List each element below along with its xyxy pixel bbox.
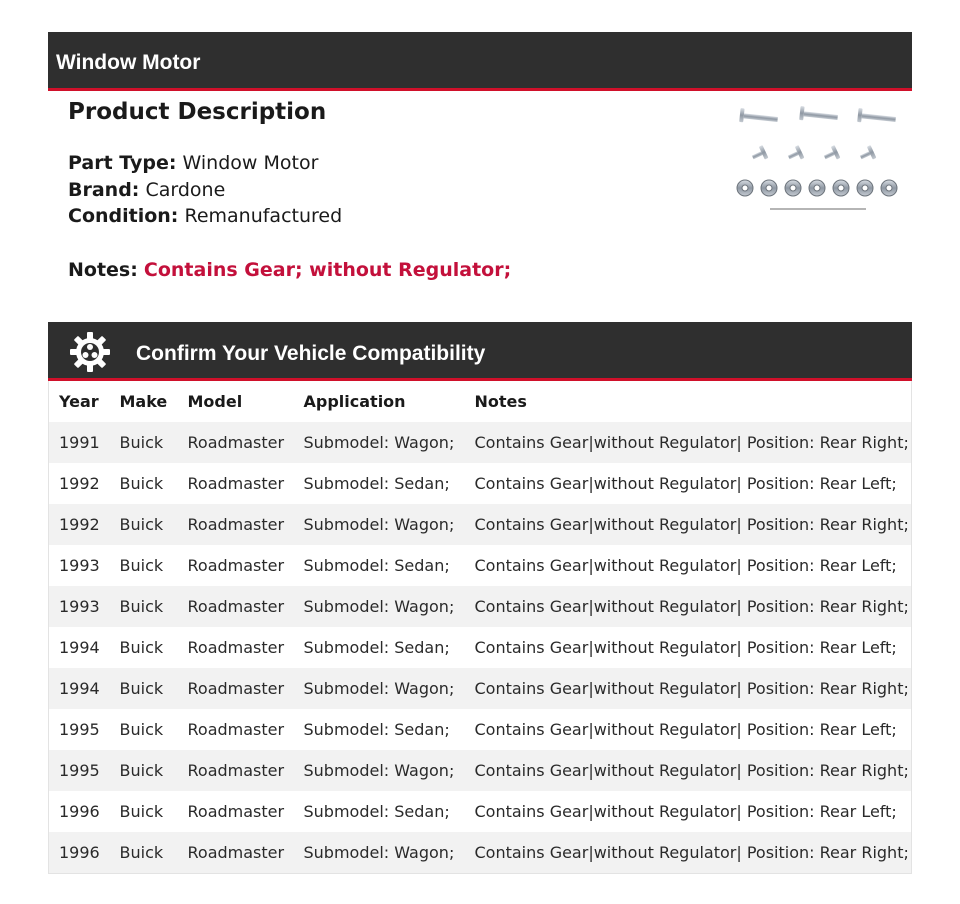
product-title: Window Motor xyxy=(56,51,201,74)
long-screws xyxy=(739,106,896,126)
hardware-kit-image xyxy=(730,100,906,218)
table-row xyxy=(49,627,912,668)
spec-list xyxy=(68,150,688,230)
table-row xyxy=(49,463,912,504)
cell-make: Buick xyxy=(119,515,164,534)
table-row xyxy=(49,709,912,750)
cell-make: Buick xyxy=(119,720,164,739)
cell-year: 1996 xyxy=(59,802,100,821)
table-row xyxy=(49,832,912,874)
spec-brand xyxy=(68,177,688,204)
cell-make: Buick xyxy=(119,433,164,452)
table-row xyxy=(49,668,912,709)
cell-make: Buick xyxy=(119,843,164,862)
spec-key: Part Type: xyxy=(68,152,177,174)
cell-year: 1991 xyxy=(59,433,100,452)
cell-notes: Contains Gear|without Regulator| Position: Rear Right; xyxy=(474,433,909,452)
cell-year: 1993 xyxy=(59,597,100,616)
notes-key: Notes: xyxy=(68,258,138,281)
table-row xyxy=(49,545,912,586)
cell-notes: Contains Gear|without Regulator| Position: Rear Left; xyxy=(474,802,897,821)
spec-value: Remanufactured xyxy=(184,205,343,227)
cell-application: Submodel: Wagon; xyxy=(303,679,455,698)
product-description xyxy=(68,96,688,283)
cell-year: 1994 xyxy=(59,679,100,698)
cell-application: Submodel: Sedan; xyxy=(303,802,450,821)
nuts xyxy=(737,180,897,196)
cell-model: Roadmaster xyxy=(187,515,285,534)
cell-year: 1994 xyxy=(59,638,100,657)
description-heading: Product Description xyxy=(68,99,327,125)
cell-make: Buick xyxy=(119,679,164,698)
cell-application: Submodel: Sedan; xyxy=(303,720,450,739)
title-banner xyxy=(48,32,912,91)
cell-model: Roadmaster xyxy=(187,433,285,452)
header-notes: Notes xyxy=(474,392,527,411)
cell-notes: Contains Gear|without Regulator| Position: Rear Left; xyxy=(474,556,897,575)
header-application: Application xyxy=(303,392,406,411)
cell-year: 1995 xyxy=(59,761,100,780)
cell-model: Roadmaster xyxy=(187,638,285,657)
cell-notes: Contains Gear|without Regulator| Position: Rear Left; xyxy=(474,720,897,739)
cell-model: Roadmaster xyxy=(187,556,285,575)
cell-make: Buick xyxy=(119,556,164,575)
compatibility-banner xyxy=(48,322,912,381)
cell-application: Submodel: Wagon; xyxy=(303,843,455,862)
cell-notes: Contains Gear|without Regulator| Position: Rear Right; xyxy=(474,679,909,698)
compatibility-title: Confirm Your Vehicle Compatibility xyxy=(136,342,486,365)
cell-model: Roadmaster xyxy=(187,679,285,698)
table-row xyxy=(49,750,912,791)
cell-model: Roadmaster xyxy=(187,843,285,862)
cell-year: 1992 xyxy=(59,515,100,534)
image-caption-line xyxy=(770,208,866,210)
cell-year: 1996 xyxy=(59,843,100,862)
gear-icon xyxy=(68,330,112,374)
cell-year: 1992 xyxy=(59,474,100,493)
spec-value: Window Motor xyxy=(182,152,319,174)
cell-notes: Contains Gear|without Regulator| Position: Rear Right; xyxy=(474,597,909,616)
cell-application: Submodel: Sedan; xyxy=(303,638,450,657)
product-notes xyxy=(68,257,688,283)
cell-make: Buick xyxy=(119,474,164,493)
cell-notes: Contains Gear|without Regulator| Position: Rear Left; xyxy=(474,474,897,493)
header-model: Model xyxy=(187,392,243,411)
table-row xyxy=(49,791,912,832)
table-header-row xyxy=(49,381,912,422)
header-year: Year xyxy=(59,392,99,411)
cell-notes: Contains Gear|without Regulator| Position: Rear Right; xyxy=(474,515,909,534)
cell-make: Buick xyxy=(119,597,164,616)
cell-make: Buick xyxy=(119,638,164,657)
cell-application: Submodel: Wagon; xyxy=(303,761,455,780)
notes-value: Contains Gear; without Regulator; xyxy=(143,258,512,281)
cell-model: Roadmaster xyxy=(187,802,285,821)
cell-application: Submodel: Wagon; xyxy=(303,597,455,616)
header-make: Make xyxy=(119,392,168,411)
cell-model: Roadmaster xyxy=(187,474,285,493)
cell-year: 1993 xyxy=(59,556,100,575)
spec-key: Brand: xyxy=(68,178,140,201)
table-row xyxy=(49,422,912,463)
table-row xyxy=(49,586,912,627)
cell-application: Submodel: Sedan; xyxy=(303,556,450,575)
cell-make: Buick xyxy=(119,802,164,821)
cell-notes: Contains Gear|without Regulator| Position: Rear Left; xyxy=(474,638,897,657)
short-screws xyxy=(750,145,877,164)
spec-key: Condition: xyxy=(68,205,179,227)
cell-application: Submodel: Sedan; xyxy=(303,474,450,493)
spec-condition xyxy=(68,203,688,230)
cell-year: 1995 xyxy=(59,720,100,739)
cell-application: Submodel: Wagon; xyxy=(303,433,455,452)
spec-value: Cardone xyxy=(145,178,226,201)
cell-model: Roadmaster xyxy=(187,597,285,616)
spec-part-type xyxy=(68,150,688,177)
cell-model: Roadmaster xyxy=(187,720,285,739)
compatibility-table xyxy=(48,381,912,874)
table-row xyxy=(49,504,912,545)
cell-notes: Contains Gear|without Regulator| Position: Rear Right; xyxy=(474,843,909,862)
cell-model: Roadmaster xyxy=(187,761,285,780)
cell-application: Submodel: Wagon; xyxy=(303,515,455,534)
cell-notes: Contains Gear|without Regulator| Position: Rear Right; xyxy=(474,761,909,780)
cell-make: Buick xyxy=(119,761,164,780)
